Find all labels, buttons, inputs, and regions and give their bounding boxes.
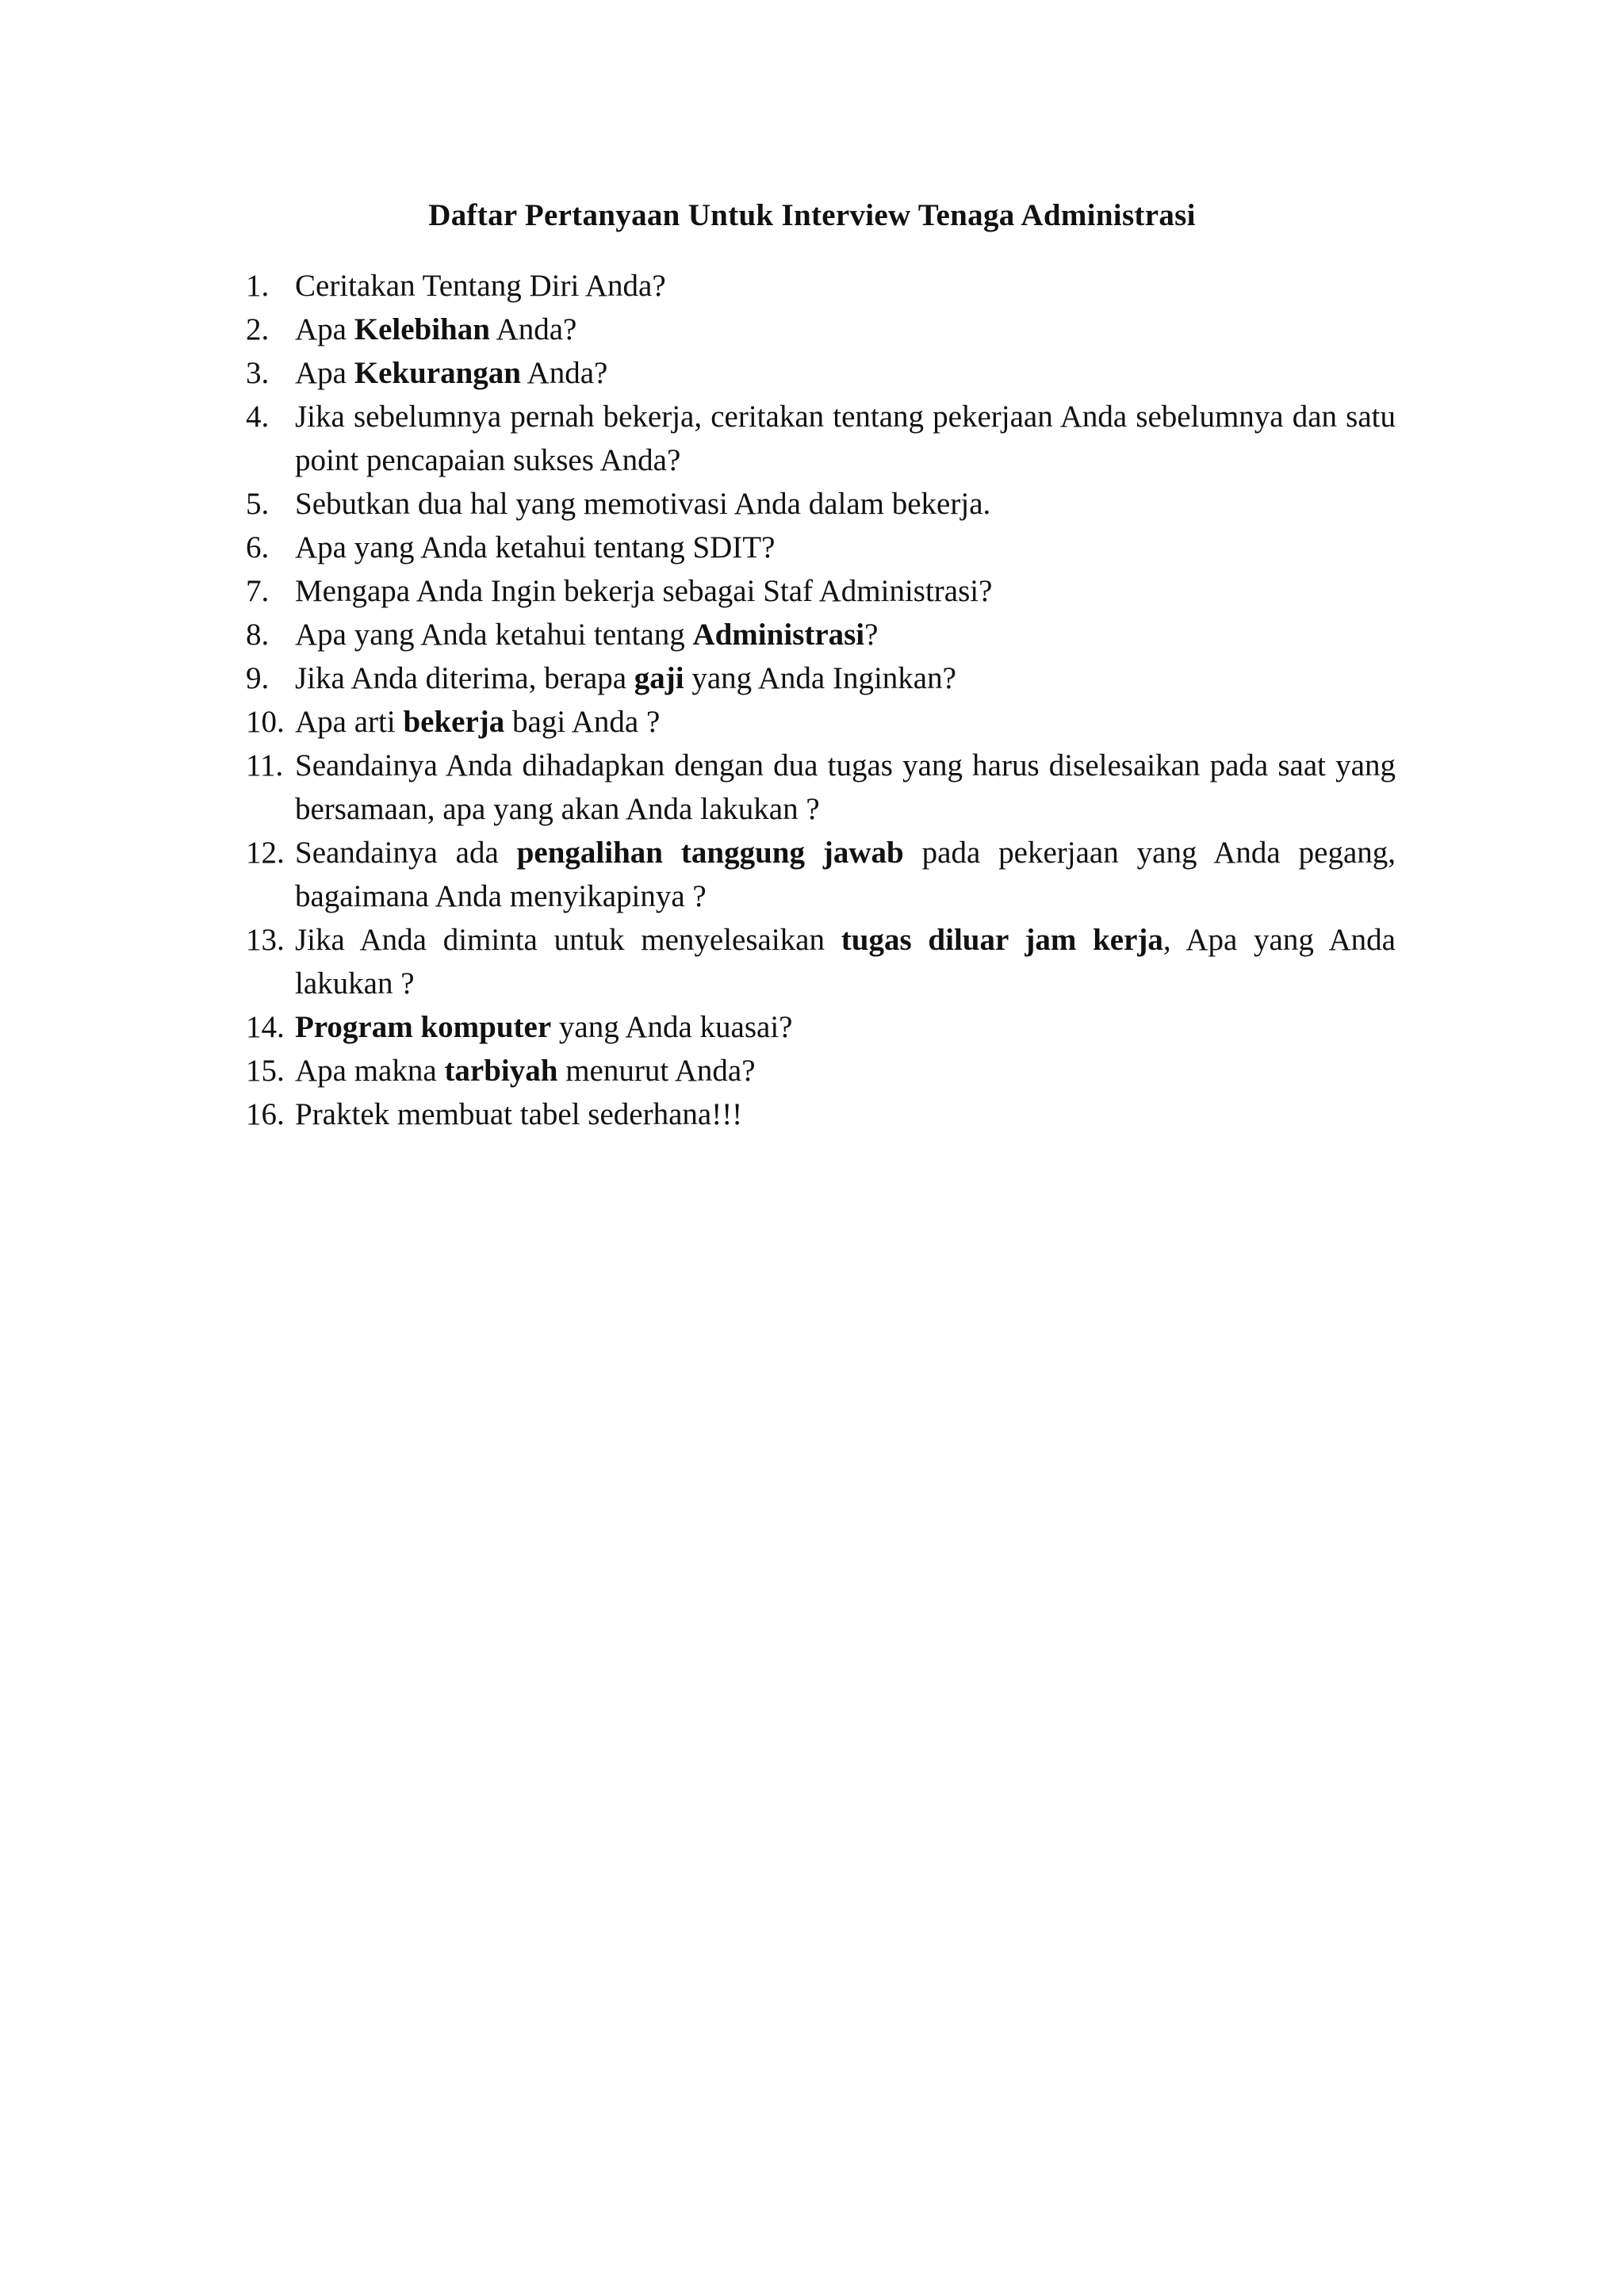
question-keyword: Kekurangan (354, 356, 521, 390)
question-number: 16. (246, 1097, 285, 1131)
question-text (295, 312, 576, 346)
question-item (246, 351, 1396, 395)
question-text (295, 1010, 792, 1044)
question-text-run: Sebutkan dua hal yang memotivasi Anda dalam bekerja. (295, 487, 991, 521)
question-text (295, 269, 666, 303)
question-number: 11. (246, 748, 284, 783)
question-number: 2. (246, 312, 270, 346)
question-text-run: Jika sebelumnya pernah bekerja, ceritakan tentang pekerjaan Anda sebelumnya dan satu point pencapaian sukses Anda? (295, 400, 1396, 477)
question-keyword: tarbiyah (444, 1054, 558, 1088)
question-number: 9. (246, 661, 270, 695)
question-item (246, 1049, 1396, 1093)
question-text-run: pada pekerjaan yang Anda pegang, bagaimana Anda menyikapinya ? (295, 836, 1396, 913)
question-keyword: pengalihan tanggung jawab (516, 836, 904, 870)
question-list (246, 264, 1396, 1136)
question-number: 1. (246, 269, 270, 303)
question-item (246, 656, 1396, 700)
question-number: 14. (246, 1010, 285, 1044)
question-item (246, 1005, 1396, 1049)
question-number: 4. (246, 400, 270, 434)
document-title: Daftar Pertanyaan Untuk Interview Tenaga Administrasi (428, 198, 1196, 232)
question-text-run: yang Anda Inginkan? (684, 661, 956, 695)
question-text-run: Apa makna (295, 1054, 445, 1088)
question-item (246, 613, 1396, 656)
question-text (295, 705, 660, 739)
question-text-run: , Apa yang Anda lakukan ? (295, 923, 1396, 1001)
question-text-run: Jika Anda diterima, berapa (295, 661, 634, 695)
question-keyword: gaji (634, 661, 684, 695)
question-number: 10. (246, 705, 285, 739)
question-text-run: yang Anda kuasai? (551, 1010, 793, 1044)
question-item (246, 308, 1396, 351)
question-text (295, 836, 1396, 913)
question-text-run: Praktek membuat tabel sederhana!!! (295, 1097, 743, 1131)
question-text-run: Seandainya Anda dihadapkan dengan dua tugas yang harus diselesaikan pada saat yang bersamaan, apa yang akan Anda lakukan ? (295, 748, 1396, 826)
question-item (246, 395, 1396, 482)
question-number: 8. (246, 618, 270, 652)
question-number: 15. (246, 1054, 285, 1088)
question-item (246, 264, 1396, 308)
question-text (295, 574, 992, 608)
question-text-run: Mengapa Anda Ingin bekerja sebagai Staf Administrasi? (295, 574, 993, 608)
question-text (295, 618, 878, 652)
question-item (246, 526, 1396, 569)
question-number: 6. (246, 530, 270, 564)
question-item (246, 744, 1396, 831)
question-text (295, 923, 1396, 1001)
question-text (295, 400, 1396, 477)
question-text-run: Seandainya ada (295, 836, 517, 870)
question-item (246, 1093, 1396, 1136)
question-keyword: tugas diluar jam kerja (841, 923, 1163, 957)
question-item (246, 700, 1396, 744)
question-item (246, 482, 1396, 526)
question-text-run: Jika Anda diminta untuk menyelesaikan (295, 923, 841, 957)
question-number: 5. (246, 487, 270, 521)
question-text-run: Apa (295, 312, 354, 346)
question-keyword: bekerja (403, 705, 505, 739)
question-text (295, 661, 956, 695)
question-text-run: menurut Anda? (557, 1054, 756, 1088)
question-number: 12. (246, 836, 285, 870)
question-item (246, 569, 1396, 613)
question-text-run: Apa (295, 356, 354, 390)
question-text-run: Apa yang Anda ketahui tentang SDIT? (295, 530, 776, 564)
question-keyword: Kelebihan (354, 312, 490, 346)
question-text (295, 530, 775, 564)
question-text-run: Apa yang Anda ketahui tentang (295, 618, 693, 652)
question-text-run: Anda? (520, 356, 608, 390)
question-keyword: Program komputer (295, 1010, 552, 1044)
question-item (246, 918, 1396, 1005)
question-text (295, 748, 1396, 826)
question-text-run: ? (864, 618, 879, 652)
question-text (295, 1097, 742, 1131)
question-text (295, 487, 990, 521)
question-text-run: Apa arti (295, 705, 404, 739)
question-number: 3. (246, 356, 270, 390)
question-text (295, 1054, 756, 1088)
question-text-run: Ceritakan Tentang Diri Anda? (295, 269, 666, 303)
question-number: 13. (246, 923, 285, 957)
question-number: 7. (246, 574, 270, 608)
question-text-run: bagi Anda ? (504, 705, 661, 739)
question-item (246, 831, 1396, 918)
question-text (295, 356, 607, 390)
question-keyword: Administrasi (692, 618, 865, 652)
question-text-run: Anda? (489, 312, 577, 346)
